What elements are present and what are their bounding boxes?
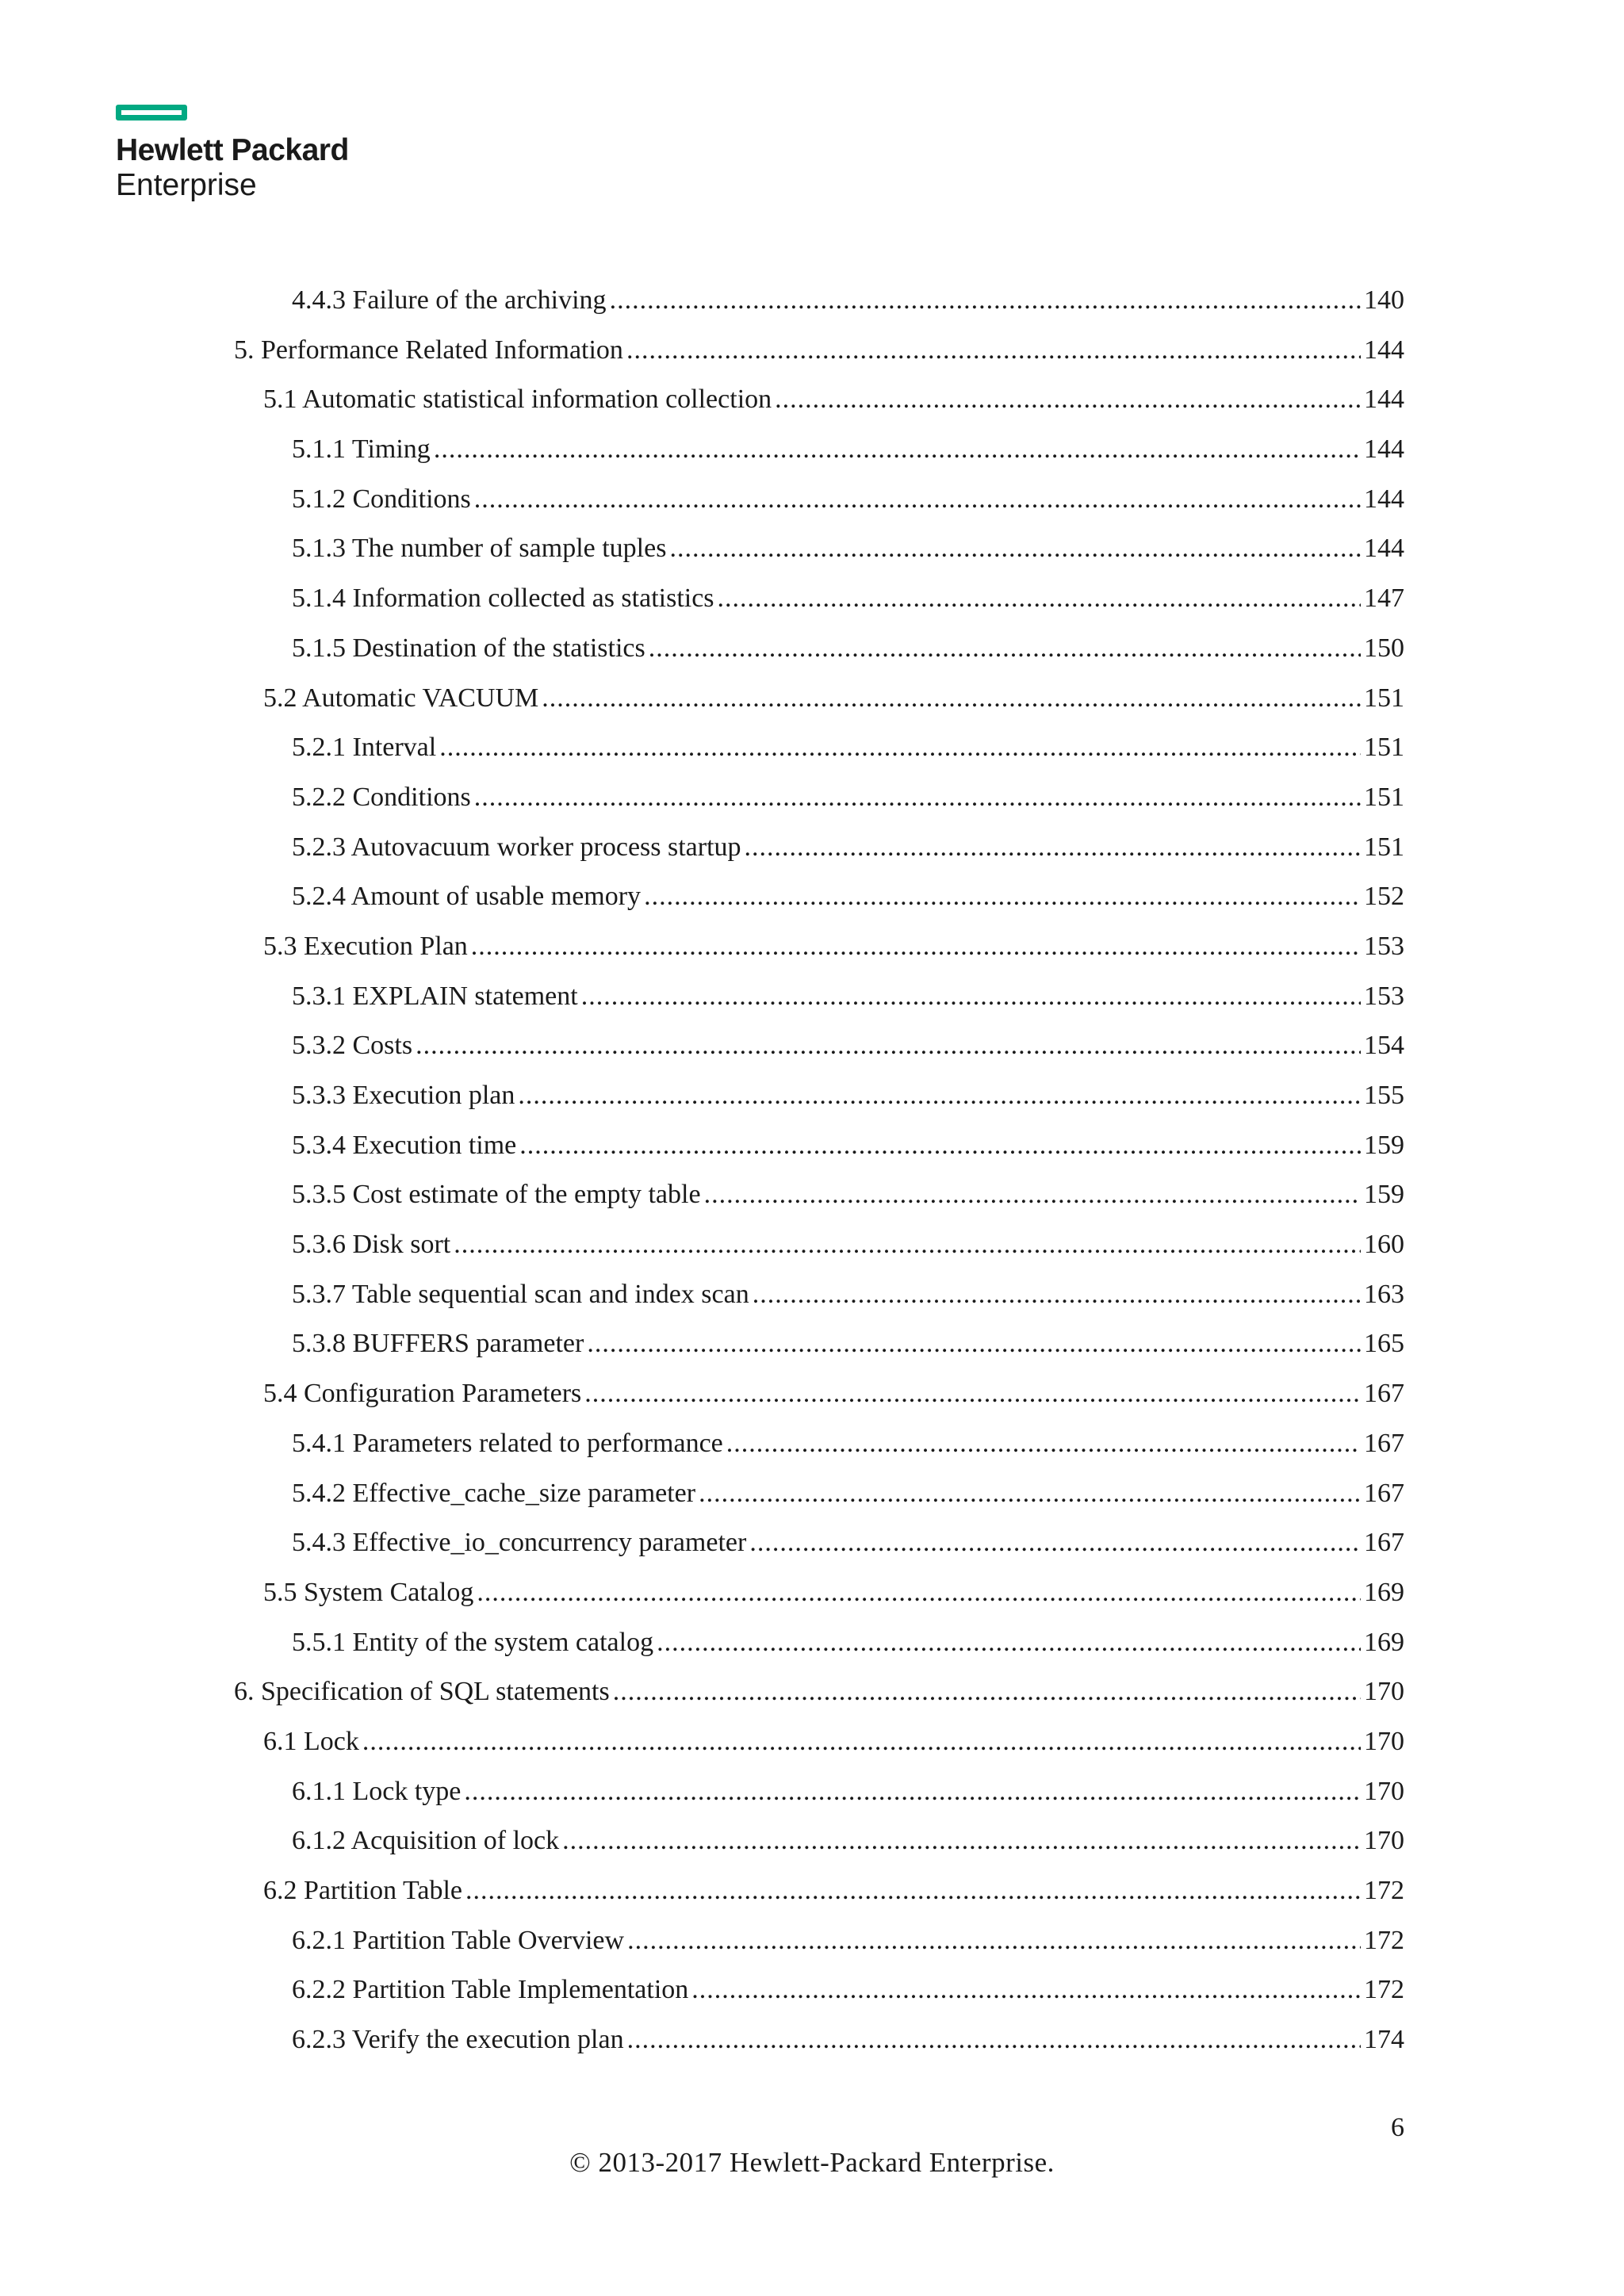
- toc-entry-page: 170: [1364, 1726, 1404, 1756]
- toc-entry-title: 5.3.4 Execution time: [292, 1130, 517, 1160]
- toc-dot-leader: [581, 972, 1361, 1021]
- toc-dot-leader: [691, 1965, 1361, 2015]
- toc-entry-line: [234, 326, 1404, 375]
- toc-entry[interactable]: [0, 1220, 1624, 1270]
- toc-entry-title: 5.5 System Catalog: [263, 1577, 474, 1607]
- toc-entry[interactable]: [0, 1916, 1624, 1966]
- toc-entry-page: 170: [1364, 1677, 1404, 1707]
- toc-entry-page: 167: [1364, 1528, 1404, 1558]
- toc-entry[interactable]: [0, 1767, 1624, 1817]
- toc-entry-line: [292, 723, 1404, 772]
- toc-entry-page: 165: [1364, 1329, 1404, 1359]
- toc-entry-page: 172: [1364, 1925, 1404, 1955]
- toc-entry-title: 5.3.7 Table sequential scan and index scan: [292, 1279, 749, 1309]
- toc-entry-title: 6.1.2 Acquisition of lock: [292, 1826, 560, 1856]
- toc-entry-title: 5.4.2 Effective_cache_size parameter: [292, 1478, 696, 1508]
- toc-entry-line: [292, 1170, 1404, 1219]
- toc-dot-leader: [726, 1419, 1361, 1468]
- toc-entry-line: [292, 773, 1404, 822]
- toc-entry-title: 6.2.2 Partition Table Implementation: [292, 1975, 689, 2005]
- toc-entry-line: [292, 1319, 1404, 1368]
- toc-entry[interactable]: [0, 1816, 1624, 1866]
- toc-entry-title: 5.1.3 The number of sample tuples: [292, 534, 667, 564]
- toc-entry-page: 163: [1364, 1279, 1404, 1309]
- toc-entry-line: [234, 1667, 1404, 1716]
- toc-entry-title: 5.1.1 Timing: [292, 434, 431, 465]
- toc-dot-leader: [644, 872, 1361, 921]
- toc-entry-title: 5.4 Configuration Parameters: [263, 1379, 582, 1409]
- logo-text-line1: Hewlett Packard: [116, 133, 349, 167]
- toc-entry[interactable]: [0, 773, 1624, 823]
- toc-entry-line: [292, 574, 1404, 623]
- toc-entry-line: [292, 2015, 1404, 2064]
- toc-entry-line: [263, 922, 1404, 971]
- toc-entry-line: [292, 475, 1404, 524]
- toc-entry[interactable]: [0, 1121, 1624, 1171]
- table-of-contents: [0, 276, 1624, 2065]
- toc-entry[interactable]: [0, 1469, 1624, 1519]
- toc-dot-leader: [699, 1469, 1361, 1518]
- toc-entry-page: 170: [1364, 1776, 1404, 1806]
- toc-entry[interactable]: [0, 1270, 1624, 1320]
- toc-entry[interactable]: [0, 1965, 1624, 2015]
- toc-entry-page: 169: [1364, 1577, 1404, 1607]
- toc-entry-page: 159: [1364, 1180, 1404, 1210]
- toc-entry-line: [263, 674, 1404, 723]
- company-logo: [116, 105, 349, 203]
- toc-entry-title: 5.2.1 Interval: [292, 733, 437, 763]
- toc-entry-line: [292, 524, 1404, 573]
- toc-entry-title: 6. Specification of SQL statements: [234, 1677, 610, 1707]
- toc-entry-title: 5.3.6 Disk sort: [292, 1230, 451, 1260]
- toc-entry-title: 5.3.5 Cost estimate of the empty table: [292, 1180, 701, 1210]
- toc-entry-page: 155: [1364, 1081, 1404, 1110]
- toc-entry-title: 5.4.1 Parameters related to performance: [292, 1428, 723, 1458]
- logo-bar-icon: [116, 105, 187, 121]
- toc-entry-page: 151: [1364, 832, 1404, 862]
- toc-dot-leader: [562, 1816, 1361, 1866]
- toc-entry-line: [292, 425, 1404, 474]
- toc-dot-leader: [519, 1121, 1361, 1170]
- toc-entry-line: [263, 1866, 1404, 1915]
- toc-entry[interactable]: [0, 1568, 1624, 1618]
- toc-entry-line: [292, 1816, 1404, 1866]
- toc-entry-title: 5.3.2 Costs: [292, 1031, 413, 1061]
- toc-entry[interactable]: [0, 1319, 1624, 1369]
- toc-entry-title: 5.5.1 Entity of the system catalog: [292, 1627, 654, 1657]
- toc-entry-page: 167: [1364, 1478, 1404, 1508]
- toc-entry[interactable]: [0, 425, 1624, 475]
- toc-entry-title: 5. Performance Related Information: [234, 335, 623, 365]
- toc-dot-leader: [454, 1220, 1361, 1269]
- toc-entry-page: 150: [1364, 633, 1404, 663]
- toc-entry-title: 5.3.1 EXPLAIN statement: [292, 981, 578, 1011]
- toc-entry[interactable]: [0, 524, 1624, 574]
- toc-entry[interactable]: [0, 1369, 1624, 1419]
- toc-entry-title: 6.1 Lock: [263, 1726, 359, 1756]
- toc-entry-title: 4.4.3 Failure of the archiving: [292, 285, 607, 315]
- copyright-notice: © 2013-2017 Hewlett-Packard Enterprise.: [569, 2147, 1055, 2178]
- toc-entry[interactable]: [0, 1717, 1624, 1767]
- toc-entry-line: [292, 1767, 1404, 1816]
- toc-entry[interactable]: [0, 1419, 1624, 1469]
- toc-entry-title: 5.3 Execution Plan: [263, 931, 468, 961]
- toc-entry-line: [292, 1469, 1404, 1518]
- toc-dot-leader: [584, 1369, 1361, 1418]
- toc-entry-line: [292, 276, 1404, 325]
- toc-entry-line: [292, 624, 1404, 673]
- toc-entry-line: [263, 1369, 1404, 1418]
- toc-entry[interactable]: [0, 823, 1624, 873]
- toc-entry-page: 167: [1364, 1379, 1404, 1409]
- toc-entry-title: 5.1.4 Information collected as statistics: [292, 584, 714, 614]
- toc-entry-title: 6.1.1 Lock type: [292, 1776, 462, 1806]
- toc-dot-leader: [627, 2015, 1361, 2064]
- toc-dot-leader: [649, 624, 1361, 673]
- toc-entry[interactable]: [0, 624, 1624, 674]
- toc-entry-line: [292, 1071, 1404, 1120]
- toc-entry[interactable]: [0, 326, 1624, 376]
- toc-entry-line: [292, 1121, 1404, 1170]
- toc-entry-title: 5.2 Automatic VACUUM: [263, 683, 539, 713]
- toc-entry[interactable]: [0, 276, 1624, 326]
- toc-entry[interactable]: [0, 872, 1624, 922]
- logo-text-line2: Enterprise: [116, 168, 257, 202]
- toc-entry-page: 151: [1364, 683, 1404, 713]
- toc-entry-page: 153: [1364, 981, 1404, 1011]
- toc-dot-leader: [657, 1618, 1361, 1667]
- toc-entry-title: 6.2.1 Partition Table Overview: [292, 1925, 625, 1955]
- toc-dot-leader: [434, 425, 1361, 474]
- toc-entry-line: [292, 1220, 1404, 1269]
- toc-entry-page: 172: [1364, 1975, 1404, 2005]
- toc-entry-line: [292, 1419, 1404, 1468]
- toc-entry-line: [263, 375, 1404, 424]
- toc-dot-leader: [465, 1866, 1361, 1915]
- toc-entry-page: 172: [1364, 1876, 1404, 1905]
- toc-entry-title: 5.2.4 Amount of usable memory: [292, 882, 642, 912]
- toc-dot-leader: [464, 1767, 1361, 1816]
- toc-entry-page: 167: [1364, 1428, 1404, 1458]
- toc-entry-page: 144: [1364, 335, 1404, 365]
- toc-entry-title: 5.1.2 Conditions: [292, 484, 471, 514]
- toc-entry-page: 170: [1364, 1826, 1404, 1856]
- toc-entry-page: 154: [1364, 1031, 1404, 1061]
- toc-entry-line: [292, 1916, 1404, 1965]
- toc-dot-leader: [439, 723, 1361, 772]
- toc-dot-leader: [474, 773, 1361, 822]
- toc-entry-page: 151: [1364, 782, 1404, 812]
- toc-dot-leader: [542, 674, 1361, 723]
- toc-dot-leader: [626, 326, 1361, 375]
- toc-dot-leader: [416, 1021, 1361, 1070]
- toc-entry[interactable]: [0, 723, 1624, 773]
- toc-entry-page: 144: [1364, 484, 1404, 514]
- toc-entry-line: [292, 872, 1404, 921]
- toc-entry[interactable]: [0, 922, 1624, 972]
- toc-entry-title: 5.1.5 Destination of the statistics: [292, 633, 645, 663]
- toc-dot-leader: [471, 922, 1361, 971]
- toc-dot-leader: [610, 276, 1361, 325]
- toc-entry-line: [292, 823, 1404, 872]
- toc-entry-line: [292, 1021, 1404, 1070]
- toc-entry[interactable]: [0, 1021, 1624, 1071]
- toc-dot-leader: [362, 1717, 1361, 1766]
- toc-entry-title: 5.3.3 Execution plan: [292, 1081, 515, 1110]
- toc-entry-line: [263, 1717, 1404, 1766]
- toc-dot-leader: [753, 1270, 1361, 1319]
- toc-dot-leader: [477, 1568, 1361, 1617]
- toc-dot-leader: [669, 524, 1361, 573]
- toc-dot-leader: [749, 1518, 1361, 1567]
- toc-entry-page: 174: [1364, 2025, 1404, 2055]
- toc-dot-leader: [775, 375, 1361, 424]
- toc-entry-page: 140: [1364, 285, 1404, 315]
- toc-dot-leader: [704, 1170, 1361, 1219]
- toc-entry-page: 153: [1364, 931, 1404, 961]
- toc-entry-title: 5.4.3 Effective_io_concurrency parameter: [292, 1528, 747, 1558]
- toc-entry-page: 152: [1364, 882, 1404, 912]
- toc-entry[interactable]: [0, 1518, 1624, 1568]
- toc-entry-page: 144: [1364, 434, 1404, 465]
- toc-entry[interactable]: [0, 1667, 1624, 1717]
- toc-entry-title: 5.2.3 Autovacuum worker process startup: [292, 832, 741, 862]
- toc-entry[interactable]: [0, 1618, 1624, 1668]
- toc-entry[interactable]: [0, 674, 1624, 724]
- toc-entry-line: [292, 1965, 1404, 2015]
- toc-entry-title: 6.2.3 Verify the execution plan: [292, 2025, 624, 2055]
- toc-entry[interactable]: [0, 2015, 1624, 2065]
- toc-entry-page: 144: [1364, 534, 1404, 564]
- toc-entry-line: [292, 1270, 1404, 1319]
- toc-dot-leader: [718, 574, 1361, 623]
- toc-entry-page: 144: [1364, 385, 1404, 415]
- toc-entry-line: [292, 972, 1404, 1021]
- toc-entry[interactable]: [0, 375, 1624, 425]
- toc-dot-leader: [745, 823, 1361, 872]
- toc-entry[interactable]: [0, 1071, 1624, 1121]
- toc-entry-line: [263, 1568, 1404, 1617]
- toc-dot-leader: [587, 1319, 1361, 1368]
- toc-entry-page: 151: [1364, 733, 1404, 763]
- toc-entry-title: 5.1 Automatic statistical information collection: [263, 385, 772, 415]
- toc-entry-line: [292, 1518, 1404, 1567]
- toc-entry-title: 6.2 Partition Table: [263, 1876, 463, 1905]
- toc-dot-leader: [613, 1667, 1361, 1716]
- toc-entry-page: 147: [1364, 584, 1404, 614]
- toc-entry-title: 5.3.8 BUFFERS parameter: [292, 1329, 584, 1359]
- toc-dot-leader: [474, 475, 1361, 524]
- toc-entry[interactable]: [0, 1170, 1624, 1220]
- toc-entry[interactable]: [0, 1866, 1624, 1916]
- toc-entry-title: 5.2.2 Conditions: [292, 782, 471, 812]
- page-number: 6: [1391, 2113, 1404, 2142]
- toc-dot-leader: [518, 1071, 1361, 1120]
- toc-dot-leader: [627, 1916, 1361, 1965]
- toc-entry[interactable]: [0, 475, 1624, 525]
- toc-entry-page: 169: [1364, 1627, 1404, 1657]
- toc-entry-line: [292, 1618, 1404, 1667]
- toc-entry[interactable]: [0, 574, 1624, 624]
- toc-entry[interactable]: [0, 972, 1624, 1022]
- toc-entry-page: 159: [1364, 1130, 1404, 1160]
- toc-entry-page: 160: [1364, 1230, 1404, 1260]
